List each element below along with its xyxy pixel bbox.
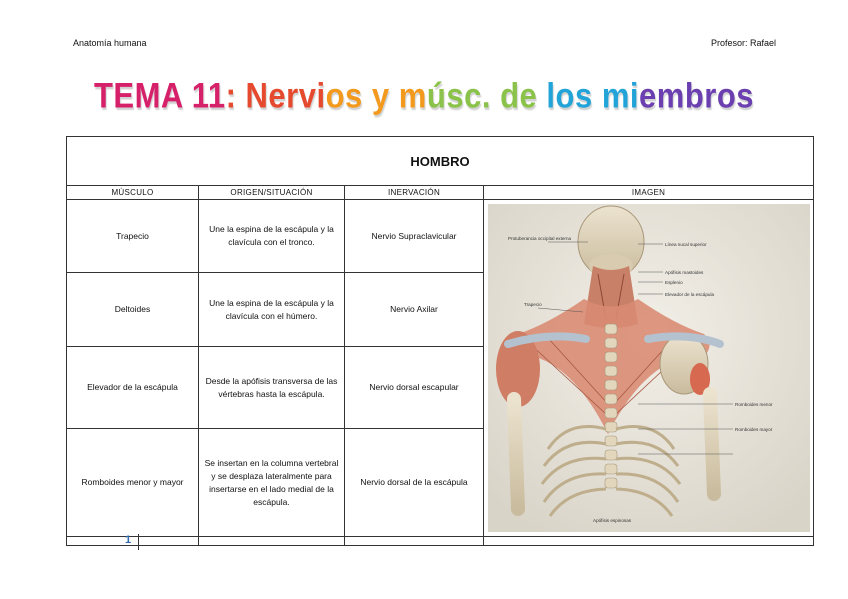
page-title: TEMA 11: Nervios y músc. de los miembros (93, 75, 755, 116)
cell-inervacion: Nervio dorsal escapular (345, 346, 484, 429)
label-mastoides: Apófisis mastoides (665, 270, 704, 275)
cell-musculo: Deltoides (67, 273, 199, 346)
cell-origen: Desde la apófisis transversa de las vértebras hasta la escápula. (199, 346, 345, 429)
label-esplenio: Esplenio (665, 280, 683, 285)
column-header-imagen: IMAGEN (484, 186, 814, 200)
table-row (67, 200, 814, 273)
label-apofisis: Apófisis espinosas (593, 518, 632, 523)
cell-inervacion: Nervio Axilar (345, 273, 484, 346)
cell-origen: Une la espina de la escápula y la clavícula con el tronco. (199, 200, 345, 273)
anatomy-image (488, 204, 810, 532)
page-number: 1 (125, 534, 132, 546)
column-header-musculo: MÚSCULO (67, 186, 199, 200)
page-title-block (0, 75, 848, 128)
cell-musculo: Trapecio (67, 200, 199, 273)
section-title: HOMBRO (67, 137, 814, 186)
column-header-origen: ORIGEN/SITUACIÓN (199, 186, 345, 200)
cell-origen: Se insertan en la columna vertebral y se desplaza lateralmente para insertarse en el lado medial de la escápula. (199, 429, 345, 537)
shoulder-back-illustration (488, 204, 810, 532)
label-trapecio: Trapecio (524, 302, 542, 307)
column-header-row (67, 186, 814, 200)
cell-inervacion: Nervio dorsal de la escápula (345, 429, 484, 537)
label-romboides-mayor: Romboides mayor (735, 427, 773, 432)
label-linea-nucal: Línea nucal superior (665, 242, 707, 247)
image-cell (484, 200, 814, 537)
label-elevador: Elevador de la escápula (665, 292, 715, 297)
column-header-inervacion: INERVACIÓN (345, 186, 484, 200)
cell-musculo: Elevador de la escápula (67, 346, 199, 429)
cell-musculo: Romboides menor y mayor (67, 429, 199, 537)
cell-inervacion: Nervio Supraclavicular (345, 200, 484, 273)
running-header-left: Anatomía humana (73, 38, 147, 48)
running-header-right: Profesor: Rafael (710, 38, 776, 48)
page-number-divider (138, 534, 139, 550)
muscle-table (66, 136, 814, 546)
label-romboides-menor: Romboides menor (735, 402, 773, 407)
cell-origen: Une la espina de la escápula y la clavícula con el húmero. (199, 273, 345, 346)
label-protuberancia: Protuberancia occipital externa (508, 236, 572, 241)
table-tail-row (67, 537, 814, 546)
